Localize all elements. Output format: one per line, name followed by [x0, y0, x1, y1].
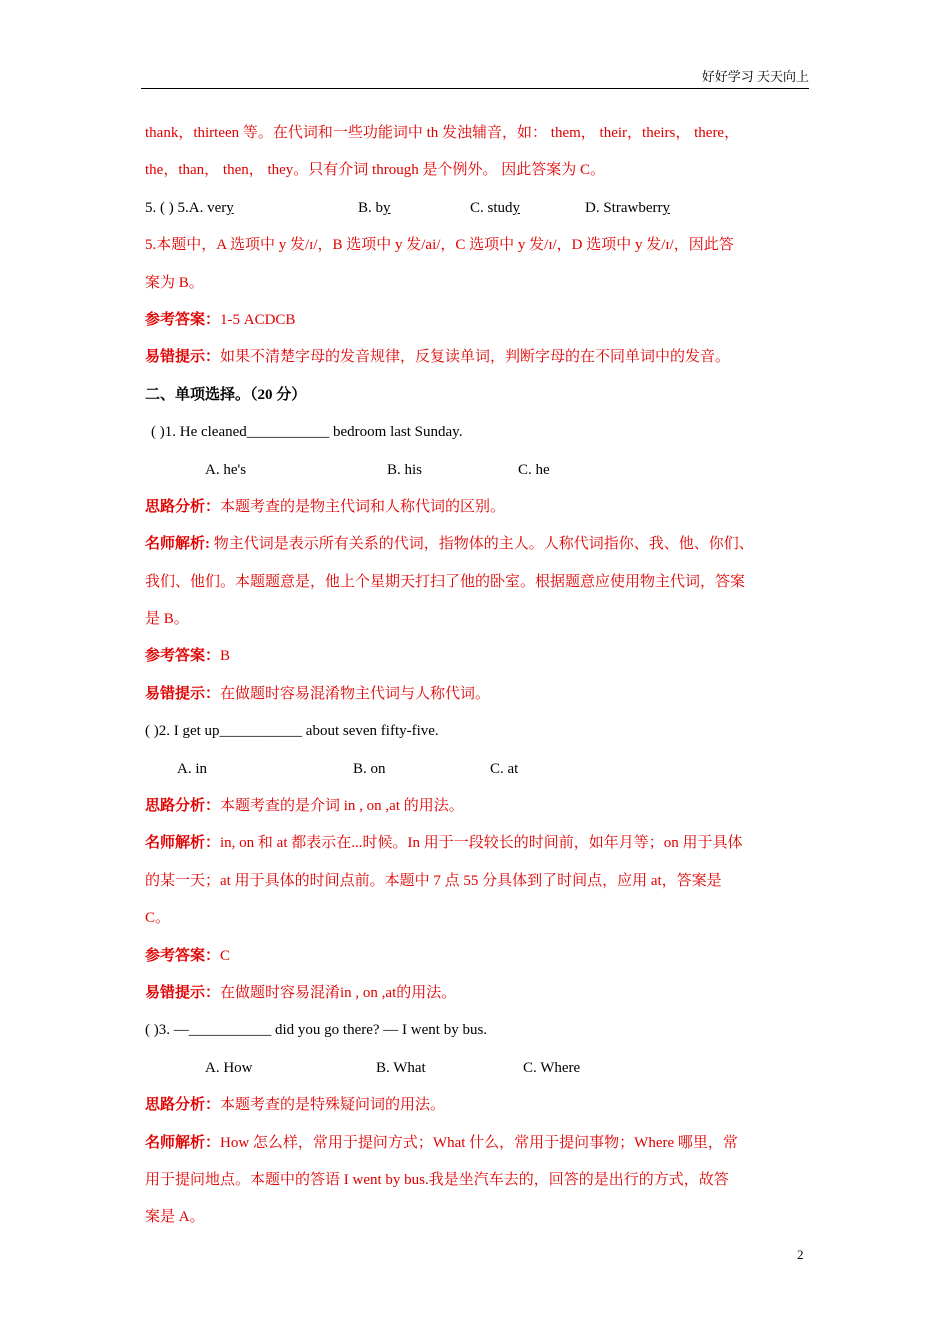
- question-2-stem: ( )2. I get up___________ about seven fifty-five.: [145, 723, 439, 740]
- option-a: A. in: [177, 760, 207, 777]
- analysis-line: 思路分析：本题考查的是介词 in , on ,at 的用法。: [145, 798, 464, 815]
- document-body: [145, 115, 813, 1237]
- question-2-options: [145, 751, 813, 788]
- text-line: 是 B。: [145, 611, 189, 628]
- text-line: 用于提问地点。本题中的答语 I went by bus.我是坐汽车去的，回答的是出行的方式，故答: [145, 1171, 729, 1188]
- option-d: D. Strawberry: [585, 199, 670, 216]
- text-line: 的某一天；at 用于具体的时间点前。本题中 7 点 55 分具体到了时间点，应用 at，答案是: [145, 872, 722, 889]
- text-line: 5.本题中，A 选项中 y 发/ɪ/，B 选项中 y 发/ai/，C 选项中 y 发/ɪ/，D 选项中 y 发/ɪ/，因此答: [145, 237, 734, 254]
- text-line: the，than， then， they。只有介词 through 是个例外。 因此答案为 C。: [145, 162, 605, 179]
- question-3-options: [145, 1050, 813, 1087]
- question-5-stem: 5. ( ) 5.A. ver: [145, 199, 227, 216]
- option-b: B. by: [358, 199, 391, 216]
- tip-line: 易错提示：如果不清楚字母的发音规律，反复读单词，判断字母的在不同单词中的发音。: [145, 349, 731, 366]
- option-a: A. he's: [205, 461, 247, 478]
- option-c: C. he: [518, 461, 550, 478]
- option-c: C. at: [490, 760, 519, 777]
- teacher-line: 名师解析: 物主代词是表示所有关系的代词，指物体的主人。人称代词指你、我、他、你们、: [145, 536, 754, 553]
- question-3-stem: ( )3. —___________ did you go there? — I went by bus.: [145, 1022, 488, 1039]
- tip-line: 易错提示：在做题时容易混淆物主代词与人称代词。: [145, 685, 491, 702]
- teacher-line: 名师解析：in, on 和 at 都表示在...时候。In 用于一段较长的时间前，如年月等；on 用于具体: [145, 835, 743, 852]
- tip-line: 易错提示：在做题时容易混淆in , on ,at的用法。: [145, 984, 457, 1001]
- text-line: C。: [145, 910, 171, 927]
- question-1-stem: ( )1. He cleaned___________ bedroom last Sunday.: [151, 424, 463, 441]
- analysis-line: 思路分析：本题考查的是特殊疑问词的用法。: [145, 1097, 446, 1114]
- page-number: 2: [797, 1247, 804, 1262]
- answer-line: 参考答案：C: [145, 947, 231, 964]
- teacher-line: 名师解析：How 怎么样，常用于提问方式；What 什么，常用于提问事物；Where 哪里，常: [145, 1134, 738, 1151]
- option-c: C. study: [470, 199, 521, 216]
- option-a: A. How: [205, 1059, 253, 1076]
- text-line: thank，thirteen 等。在代词和一些功能词中 th 发浊辅音，如： them， their，theirs， there，: [145, 125, 740, 141]
- text-line: 案是 A。: [145, 1209, 205, 1226]
- option-b: B. What: [376, 1059, 426, 1076]
- text-line: 我们、他们。本题题意是，他上个星期天打扫了他的卧室。根据题意应使用物主代词，答案: [145, 573, 746, 590]
- page-header: [141, 66, 809, 89]
- answer-line: 参考答案：1-5 ACDCB: [145, 311, 296, 328]
- answer-line: 参考答案：B: [145, 648, 231, 665]
- option-c: C. Where: [523, 1059, 581, 1076]
- header-text: 好好学习 天天向上: [701, 69, 809, 84]
- option-b: B. on: [353, 760, 386, 777]
- question-1-options: [145, 452, 813, 489]
- analysis-line: 思路分析：本题考查的是物主代词和人称代词的区别。: [145, 498, 506, 515]
- underlined-letter: y: [226, 199, 234, 216]
- text-line: 案为 B。: [145, 274, 204, 291]
- section-heading: 二、单项选择。（20 分）: [145, 386, 307, 403]
- question-5: [145, 190, 813, 227]
- option-b: B. his: [387, 461, 423, 478]
